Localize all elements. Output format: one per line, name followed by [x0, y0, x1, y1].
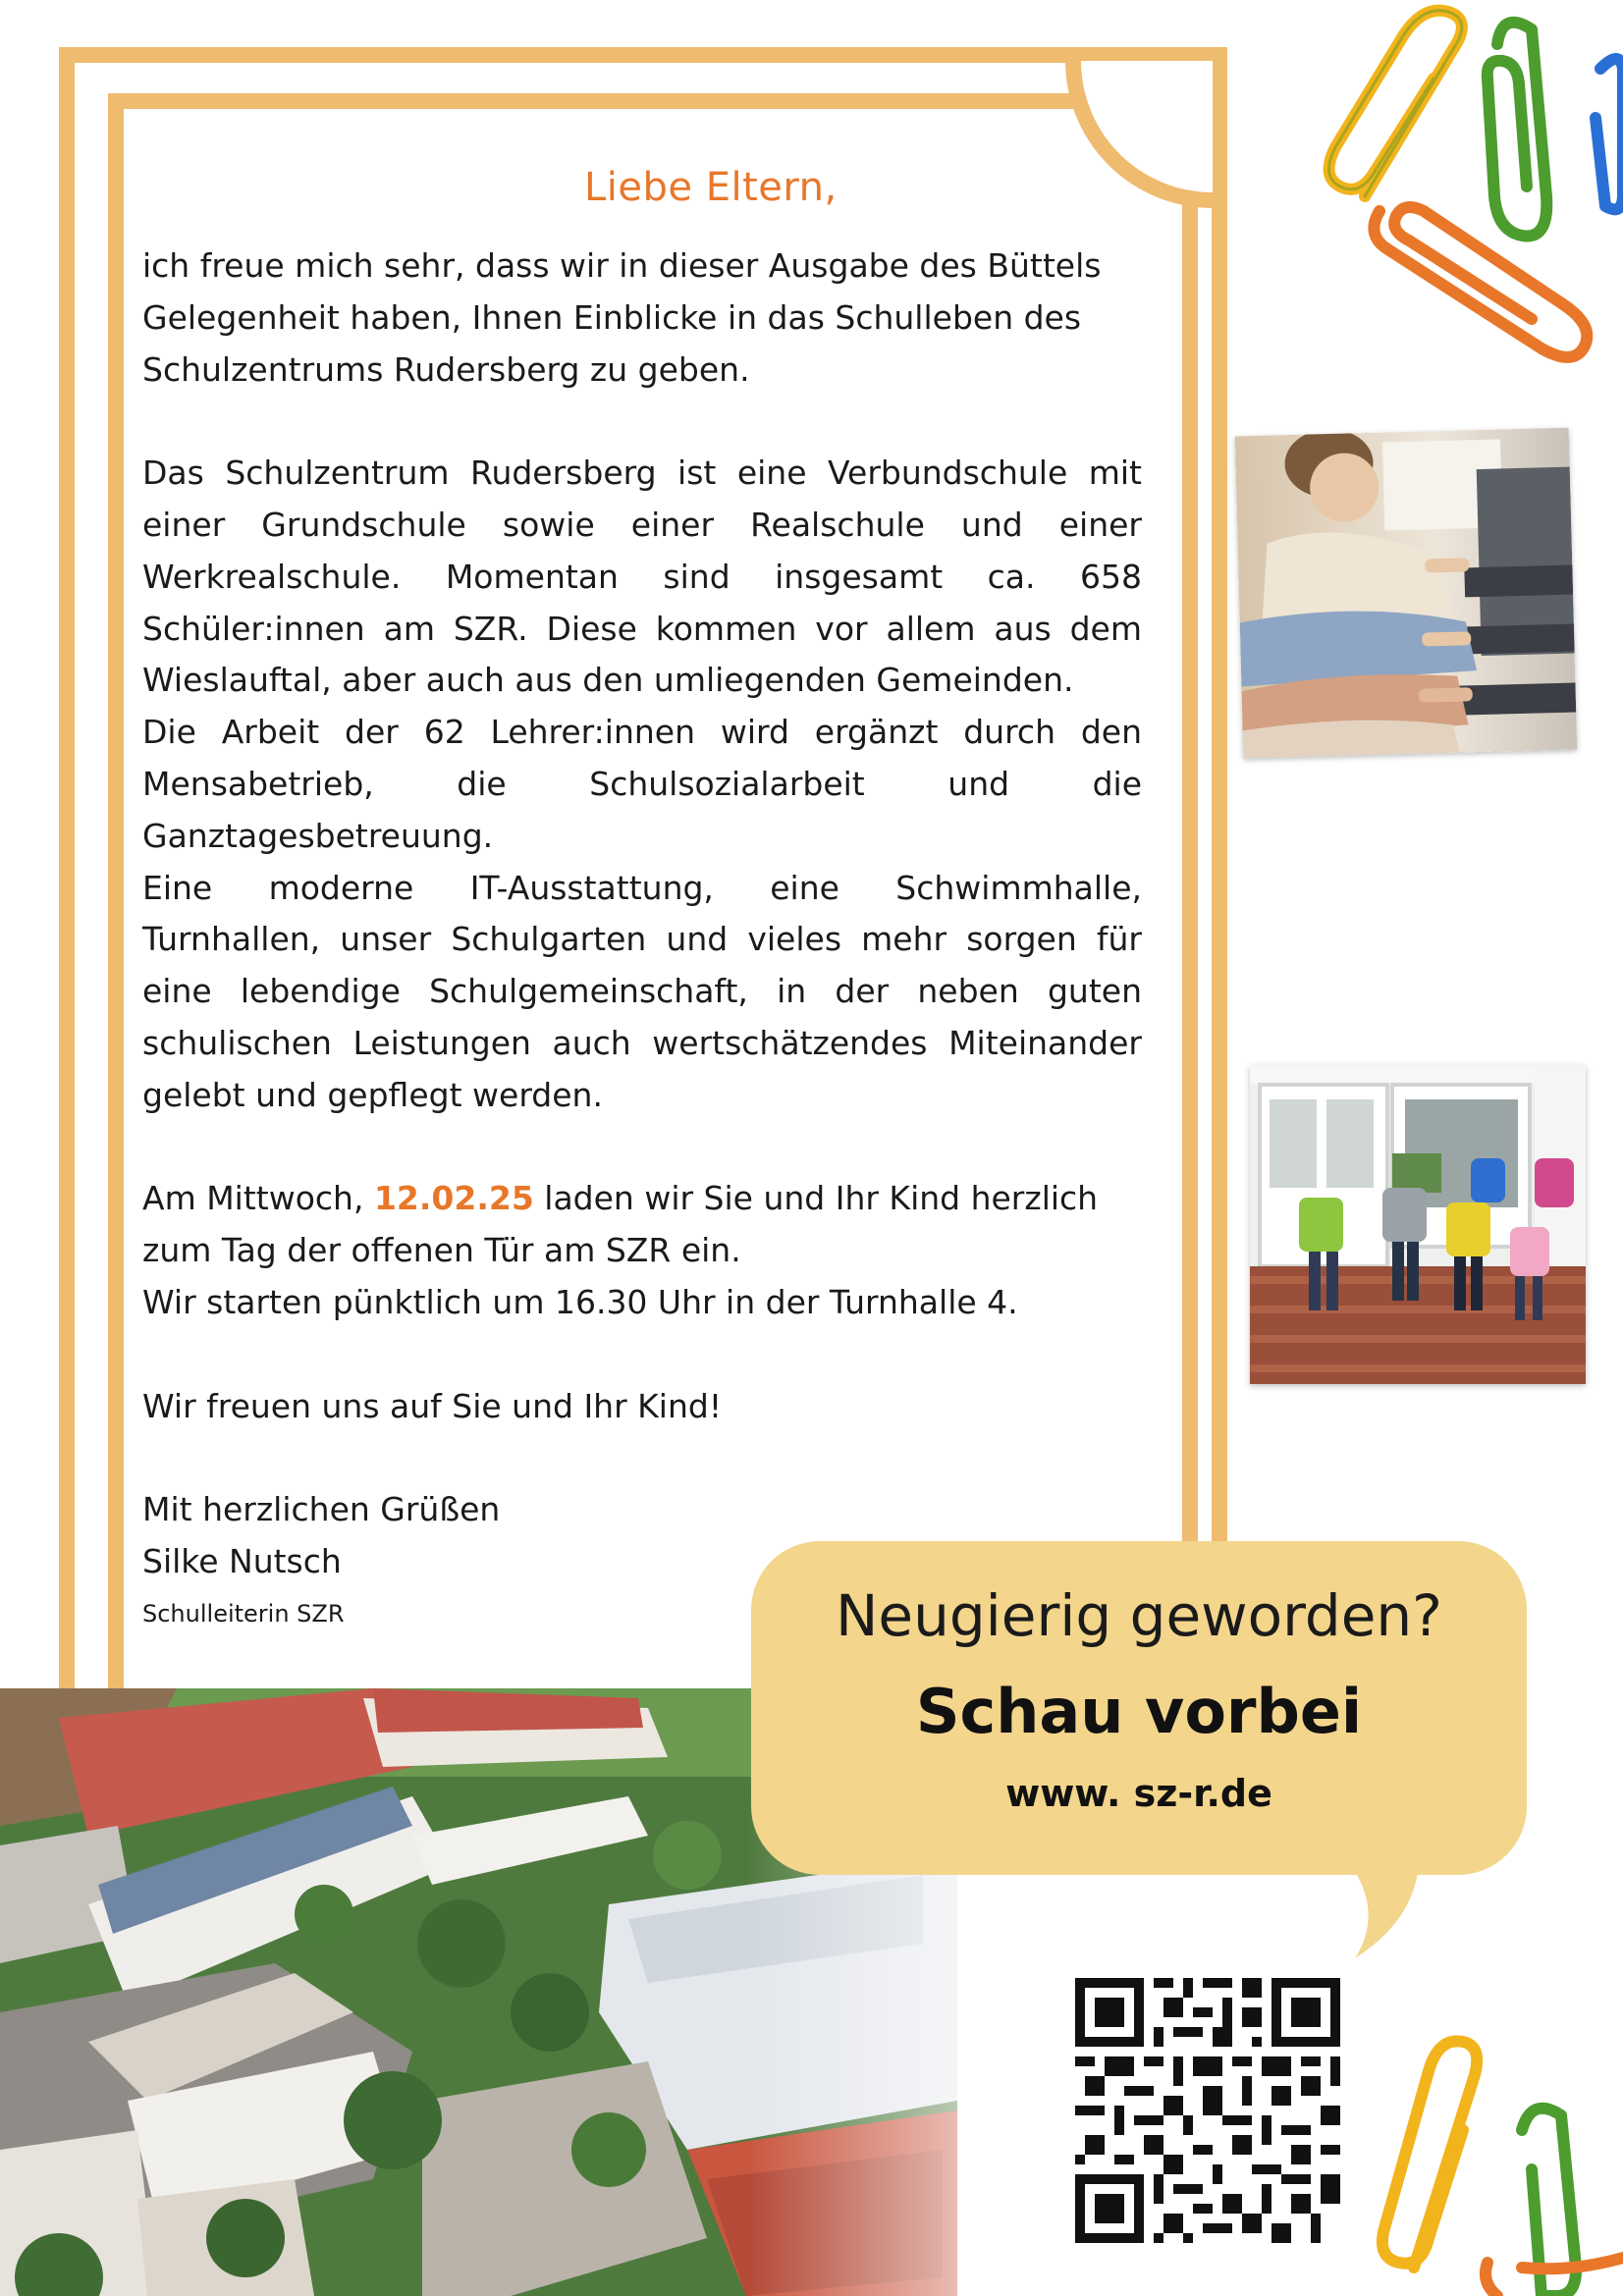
letter-greeting: Liebe Eltern,: [584, 165, 838, 210]
event-line-2: zum Tag der offenen Tür am SZR ein.: [142, 1231, 741, 1270]
letter-body: [142, 240, 1142, 1588]
signer-role: Schulleiterin SZR: [142, 1600, 345, 1628]
paragraph-staff: Die Arbeit der 62 Lehrer:innen wird ergänzt durch den Mensabetrieb, die Schulsozialarbeit und die Ganztagesbetreuung.: [142, 713, 1142, 855]
callout-invitation: Schau vorbei: [915, 1676, 1363, 1747]
paper-clips-bottom-icon: [1375, 2022, 1623, 2296]
event-prefix: Am Mittwoch,: [142, 1179, 374, 1218]
event-line-1: [142, 1173, 1142, 1225]
callout-url[interactable]: www. sz-r.de: [1005, 1772, 1272, 1815]
callout-question: Neugierig geworden?: [836, 1582, 1442, 1649]
signer-name: Silke Nutsch: [142, 1541, 342, 1580]
event-line-3: Wir starten pünktlich um 16.30 Uhr in der Turnhalle 4.: [142, 1282, 1018, 1321]
intro-line-2: Gelegenheit haben, Ihnen Einblicke in das Schulleben des: [142, 297, 1082, 337]
qr-code-icon[interactable]: [1075, 1978, 1340, 2243]
paragraph-facilities: Eine moderne IT-Ausstattung, eine Schwimmhalle, Turnhallen, unser Schulgarten und vieles mehr sorgen für eine lebendige Schulgemeinschaft, in der neben guten schulischen Leistungen auch wertschätzendes Miteinander gelebt und gepflegt werden.: [142, 868, 1142, 1114]
intro-line-1: ich freue mich sehr, dass wir in dieser Ausgabe des Büttels: [142, 246, 1102, 285]
event-suffix: laden wir Sie und Ihr Kind herzlich: [533, 1179, 1099, 1218]
students-typing-photo: [1235, 428, 1577, 759]
speech-bubble-tail: [1335, 1845, 1434, 1958]
regards-line: Mit herzlichen Grüßen: [142, 1490, 501, 1529]
intro-line-3: Schulzentrums Rudersberg zu geben.: [142, 349, 750, 389]
event-date: 12.02.25: [373, 1179, 534, 1218]
closing-line: Wir freuen uns auf Sie und Ihr Kind!: [142, 1386, 723, 1425]
paper-clips-top-icon: [1306, 0, 1623, 373]
children-entering-school-photo: [1250, 1065, 1586, 1384]
paragraph-school-overview: Das Schulzentrum Rudersberg ist eine Verbundschule mit einer Grundschule sowie einer Realschule und einer Werkrealschule. Momentan sind insgesamt ca. 658 Schüler:innen am SZR. Diese kommen vor allem aus dem Wieslauftal, aber auch aus den umliegenden Gemeinden.: [142, 454, 1142, 700]
